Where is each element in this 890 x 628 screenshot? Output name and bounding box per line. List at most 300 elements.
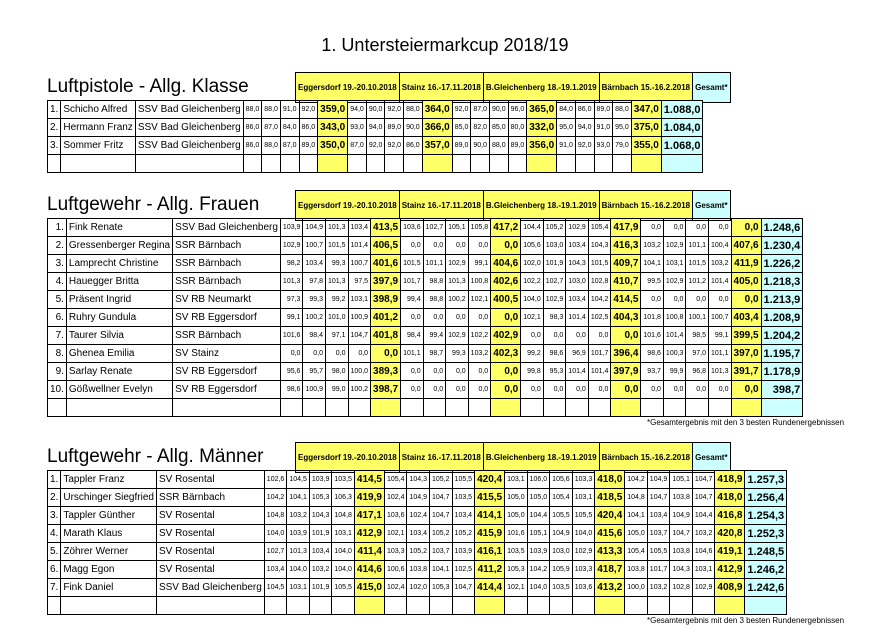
round-total: 0,0 [491,309,521,327]
round-total: 343,0 [318,119,348,137]
series-score: 102,1 [521,309,544,327]
table-row [48,273,803,291]
series-score [348,399,371,417]
series-score: 86,0 [575,101,594,119]
series-score: 100,1 [686,309,709,327]
series-score: 104,0 [287,561,310,579]
table-row [48,327,803,345]
round-total: 417,9 [611,219,641,237]
overall-total: 1.246,2 [745,561,787,579]
series-score: 0,0 [543,327,566,345]
club-name: SV RB Neumarkt [173,291,281,309]
table-row [48,255,803,273]
series-score: 100,7 [303,237,326,255]
overall-total: 1.218,3 [761,273,803,291]
series-score [572,597,595,615]
series-score: 103,2 [468,345,491,363]
series-score: 97,1 [325,327,348,345]
round-total: 418,7 [595,561,625,579]
series-score [262,155,281,173]
section-title: Luftpistole - Allg. Klasse [47,76,249,97]
series-score: 105,5 [647,543,670,561]
series-score: 105,1 [527,525,550,543]
table-row [48,309,803,327]
shooter-name: Hauegger Britta [66,273,172,291]
series-score: 89,0 [299,137,318,155]
series-score: 97,8 [303,273,326,291]
series-score: 104,3 [566,255,589,273]
series-score: 101,4 [708,273,731,291]
event-header: B.Gleichenberg 18.-19.1.2019 [483,73,599,103]
series-score: 103,1 [692,561,715,579]
round-total [491,399,521,417]
series-score [243,155,262,173]
series-score: 95,0 [613,119,632,137]
series-score: 104,9 [647,471,670,489]
club-name: SV RB Eggersdorf [173,309,281,327]
series-score: 104,9 [670,507,693,525]
series-score: 102,5 [588,309,611,327]
club-name: SSR Bärnbach [156,489,264,507]
series-score [527,597,550,615]
round-total: 415,6 [595,525,625,543]
series-score: 99,1 [708,327,731,345]
series-score [575,155,594,173]
round-total: 414,5 [354,471,384,489]
round-total: 407,6 [731,237,761,255]
round-total: 418,0 [715,489,745,507]
series-score: 0,0 [641,219,664,237]
series-score: 103,4 [348,219,371,237]
series-score: 105,2 [430,471,453,489]
series-score [366,155,385,173]
series-score: 103,0 [550,543,573,561]
series-score [332,597,355,615]
series-score: 104,9 [407,489,430,507]
series-score: 98,4 [401,327,424,345]
club-name: SV Rosental [156,561,264,579]
overall-total [661,155,703,173]
series-score: 102,5 [452,561,475,579]
club-name: SV Rosental [156,543,264,561]
event-header: Bärnbach 15.-16.2.2018 [599,443,693,473]
series-score: 98,5 [686,327,709,345]
round-total: 389,3 [371,363,401,381]
series-score: 105,5 [572,507,595,525]
round-total: 416,3 [611,237,641,255]
series-score: 103,8 [670,489,693,507]
series-score: 105,4 [588,219,611,237]
club-name: SV Rosental [156,507,264,525]
rank: 4. [48,273,67,291]
rank: 1. [48,101,61,119]
series-score [521,399,544,417]
rank: 5. [48,291,67,309]
club-name: SSV Bad Gleichenberg [173,219,281,237]
series-score: 105,3 [430,579,453,597]
results-table [47,470,787,615]
series-score: 97,3 [280,291,303,309]
series-score: 98,0 [325,363,348,381]
round-total [595,597,625,615]
series-score: 95,3 [543,363,566,381]
round-total: 0,0 [611,327,641,345]
series-score: 101,4 [588,363,611,381]
series-score: 104,5 [264,579,287,597]
series-score: 98,3 [543,309,566,327]
series-score: 0,0 [588,381,611,399]
series-score: 103,4 [452,507,475,525]
shooter-name: Magg Egon [61,561,157,579]
club-name: SSV Bad Gleichenberg [156,579,264,597]
series-score: 104,0 [572,525,595,543]
round-total: 411,2 [475,561,505,579]
series-score: 101,6 [280,327,303,345]
round-total [371,399,401,417]
overall-total: 1.257,3 [745,471,787,489]
series-score: 105,4 [625,543,648,561]
series-score: 88,0 [613,101,632,119]
series-score [348,155,367,173]
series-score: 95,6 [280,363,303,381]
series-score: 88,0 [243,101,262,119]
series-score: 103,6 [572,579,595,597]
series-score: 104,9 [303,219,326,237]
series-score: 102,8 [588,273,611,291]
series-score: 0,0 [446,363,469,381]
page-title: 1. Untersteiermarkcup 2018/19 [321,35,569,55]
round-total: 414,6 [354,561,384,579]
series-score: 101,4 [663,327,686,345]
series-score: 96,8 [686,363,709,381]
series-score: 79,0 [613,137,632,155]
series-score: 0,0 [663,219,686,237]
table-row [48,119,703,137]
series-score: 92,0 [452,101,471,119]
series-score: 101,3 [325,273,348,291]
series-score: 104,2 [527,561,550,579]
series-score: 105,2 [452,525,475,543]
rank: 3. [48,255,67,273]
round-total [318,155,348,173]
rank [48,399,67,417]
series-score: 99,3 [303,291,326,309]
round-total: 375,0 [631,119,661,137]
series-score: 98,6 [543,345,566,363]
club-name: SV RB Eggersdorf [173,381,281,399]
series-score: 106,3 [332,489,355,507]
series-score: 102,4 [384,489,407,507]
rank: 7. [48,579,61,597]
series-score: 0,0 [663,291,686,309]
round-total: 417,1 [354,507,384,525]
round-total: 415,5 [475,489,505,507]
series-score: 87,0 [348,137,367,155]
round-total: 414,5 [611,291,641,309]
shooter-name [61,597,157,615]
series-score: 97,5 [348,273,371,291]
series-score [550,597,573,615]
series-score: 93,0 [348,119,367,137]
series-score: 101,3 [446,273,469,291]
series-score: 102,9 [566,219,589,237]
shooter-name: Marath Klaus [61,525,157,543]
series-score: 102,9 [280,237,303,255]
series-score: 101,0 [325,309,348,327]
club-name [173,399,281,417]
series-score: 92,0 [385,101,404,119]
series-score: 102,7 [543,273,566,291]
series-score: 104,7 [430,507,453,525]
series-score: 104,9 [550,525,573,543]
series-score: 0,0 [401,237,424,255]
series-score [557,155,576,173]
table-row [48,101,703,119]
series-score: 104,1 [641,255,664,273]
series-score: 104,7 [692,471,715,489]
series-score: 104,0 [527,579,550,597]
series-score: 101,8 [641,309,664,327]
rank: 2. [48,237,67,255]
round-total: 404,3 [611,309,641,327]
round-total: 0,0 [491,363,521,381]
series-score: 104,2 [625,471,648,489]
rank [48,597,61,615]
round-total: 414,4 [475,579,505,597]
series-score: 100,0 [348,363,371,381]
series-score: 99,2 [325,291,348,309]
series-score: 103,4 [566,237,589,255]
round-total: 0,0 [371,345,401,363]
round-total: 359,0 [318,101,348,119]
series-score: 103,2 [309,561,332,579]
series-score: 95,7 [303,363,326,381]
shooter-name: Hermann Franz [61,119,135,137]
overall-total: 1.178,9 [761,363,803,381]
series-score: 103,2 [708,255,731,273]
series-score: 98,4 [303,327,326,345]
rank: 1. [48,471,61,489]
series-score: 93,0 [594,137,613,155]
series-score [401,399,424,417]
series-score [471,155,490,173]
round-total: 399,5 [731,327,761,345]
round-total [631,155,661,173]
round-total: 414,1 [475,507,505,525]
series-score: 94,0 [348,101,367,119]
series-score: 0,0 [280,345,303,363]
round-total: 0,0 [731,219,761,237]
series-score: 0,0 [468,381,491,399]
rank: 8. [48,345,67,363]
series-score: 97,0 [686,345,709,363]
round-total: 413,3 [595,543,625,561]
series-score: 104,8 [625,489,648,507]
series-score: 99,1 [468,255,491,273]
series-score: 101,9 [309,579,332,597]
round-total: 409,7 [611,255,641,273]
series-score [543,399,566,417]
series-score: 104,3 [588,237,611,255]
series-score: 102,9 [663,273,686,291]
club-name: SSR Bärnbach [173,237,281,255]
overall-total: 1.068,0 [661,137,703,155]
round-total: 418,9 [715,471,745,489]
series-score: 99,4 [401,291,424,309]
series-score: 89,0 [385,119,404,137]
round-total: 365,0 [527,101,557,119]
series-score [468,399,491,417]
series-score: 105,9 [550,561,573,579]
series-score: 0,0 [566,327,589,345]
series-score: 102,9 [663,237,686,255]
round-total: 416,8 [715,507,745,525]
series-score [489,155,508,173]
series-score: 99,8 [521,363,544,381]
series-score: 102,2 [468,327,491,345]
series-score: 100,7 [348,255,371,273]
series-score: 103,3 [572,561,595,579]
series-score: 0,0 [686,291,709,309]
series-score: 103,0 [543,237,566,255]
empty-row [48,399,803,417]
series-score: 89,0 [508,137,527,155]
series-score: 0,0 [325,345,348,363]
series-score: 88,0 [404,101,423,119]
series-score: 101,6 [641,327,664,345]
series-score: 103,9 [527,543,550,561]
series-score: 100,2 [348,381,371,399]
series-score: 94,0 [575,119,594,137]
series-score: 101,5 [325,237,348,255]
round-total: 332,0 [527,119,557,137]
round-total: 400,5 [491,291,521,309]
series-score: 103,0 [566,273,589,291]
series-score [641,399,664,417]
gesamt-header: Gesamt* [693,191,730,221]
series-score: 103,1 [287,579,310,597]
event-header-row [295,190,731,221]
series-score [303,399,326,417]
round-total: 401,2 [371,309,401,327]
footnote: *Gesamtergebnis mit den 3 besten Rundenergebnissen [647,616,845,625]
overall-total: 1.195,7 [761,345,803,363]
rank: 1. [48,219,67,237]
round-total: 366,0 [422,119,452,137]
round-total: 357,0 [422,137,452,155]
rank: 7. [48,327,67,345]
series-score: 0,0 [641,381,664,399]
series-score: 101,4 [348,237,371,255]
series-score: 0,0 [303,345,326,363]
event-header: Eggersdorf 19.-20.10.2018 [296,191,400,221]
series-score: 90,0 [489,101,508,119]
shooter-name: Tappler Günther [61,507,157,525]
shooter-name: Gressenberger Regina [66,237,172,255]
series-score: 98,6 [641,345,664,363]
round-total: 350,0 [318,137,348,155]
overall-total: 1.256,4 [745,489,787,507]
round-total: 398,7 [371,381,401,399]
series-score: 0,0 [468,309,491,327]
overall-total: 1.204,2 [761,327,803,345]
round-total: 355,0 [631,137,661,155]
series-score [423,399,446,417]
series-score [505,597,528,615]
shooter-name [61,155,135,173]
series-score [588,399,611,417]
round-total: 416,1 [475,543,505,561]
series-score: 0,0 [543,381,566,399]
series-score: 82,0 [471,119,490,137]
series-score: 92,0 [299,101,318,119]
series-score: 0,0 [468,363,491,381]
series-score: 105,4 [384,471,407,489]
round-total: 401,8 [371,327,401,345]
series-score: 0,0 [588,327,611,345]
rank: 9. [48,363,67,381]
series-score: 106,0 [527,471,550,489]
series-score: 99,3 [325,255,348,273]
series-score: 105,6 [550,471,573,489]
round-total: 411,9 [731,255,761,273]
round-total: 0,0 [491,237,521,255]
round-total: 403,4 [731,309,761,327]
series-score: 105,3 [505,561,528,579]
round-total: 412,9 [715,561,745,579]
series-score: 104,0 [521,291,544,309]
series-score: 100,0 [625,579,648,597]
overall-total: 1.242,6 [745,579,787,597]
round-total: 412,9 [354,525,384,543]
series-score: 104,7 [430,489,453,507]
series-score: 86,0 [299,119,318,137]
series-score: 105,2 [430,525,453,543]
club-name: SV Rosental [156,471,264,489]
table-row [48,489,787,507]
table-row [48,137,703,155]
series-score: 89,0 [452,137,471,155]
series-score: 102,9 [446,327,469,345]
round-total [354,597,384,615]
series-score [264,597,287,615]
round-total: 420,4 [595,507,625,525]
series-score: 101,3 [708,363,731,381]
series-score: 103,2 [641,237,664,255]
round-total: 396,4 [611,345,641,363]
rank: 6. [48,561,61,579]
rank [48,155,61,173]
series-score: 101,1 [708,345,731,363]
round-total: 419,9 [354,489,384,507]
series-score: 103,8 [407,561,430,579]
shooter-name [66,399,172,417]
series-score: 100,7 [708,309,731,327]
club-name: SSR Bärnbach [173,273,281,291]
rank: 5. [48,543,61,561]
shooter-name: Lamprecht Christine [66,255,172,273]
round-total: 402,6 [491,273,521,291]
series-score: 104,2 [264,489,287,507]
series-score: 103,2 [692,525,715,543]
round-total: 356,0 [527,137,557,155]
rank: 3. [48,507,61,525]
overall-total: 1.088,0 [661,101,703,119]
series-score: 103,6 [384,507,407,525]
shooter-name: Sarlay Renate [66,363,172,381]
series-score: 101,1 [401,345,424,363]
series-score: 105,5 [550,507,573,525]
